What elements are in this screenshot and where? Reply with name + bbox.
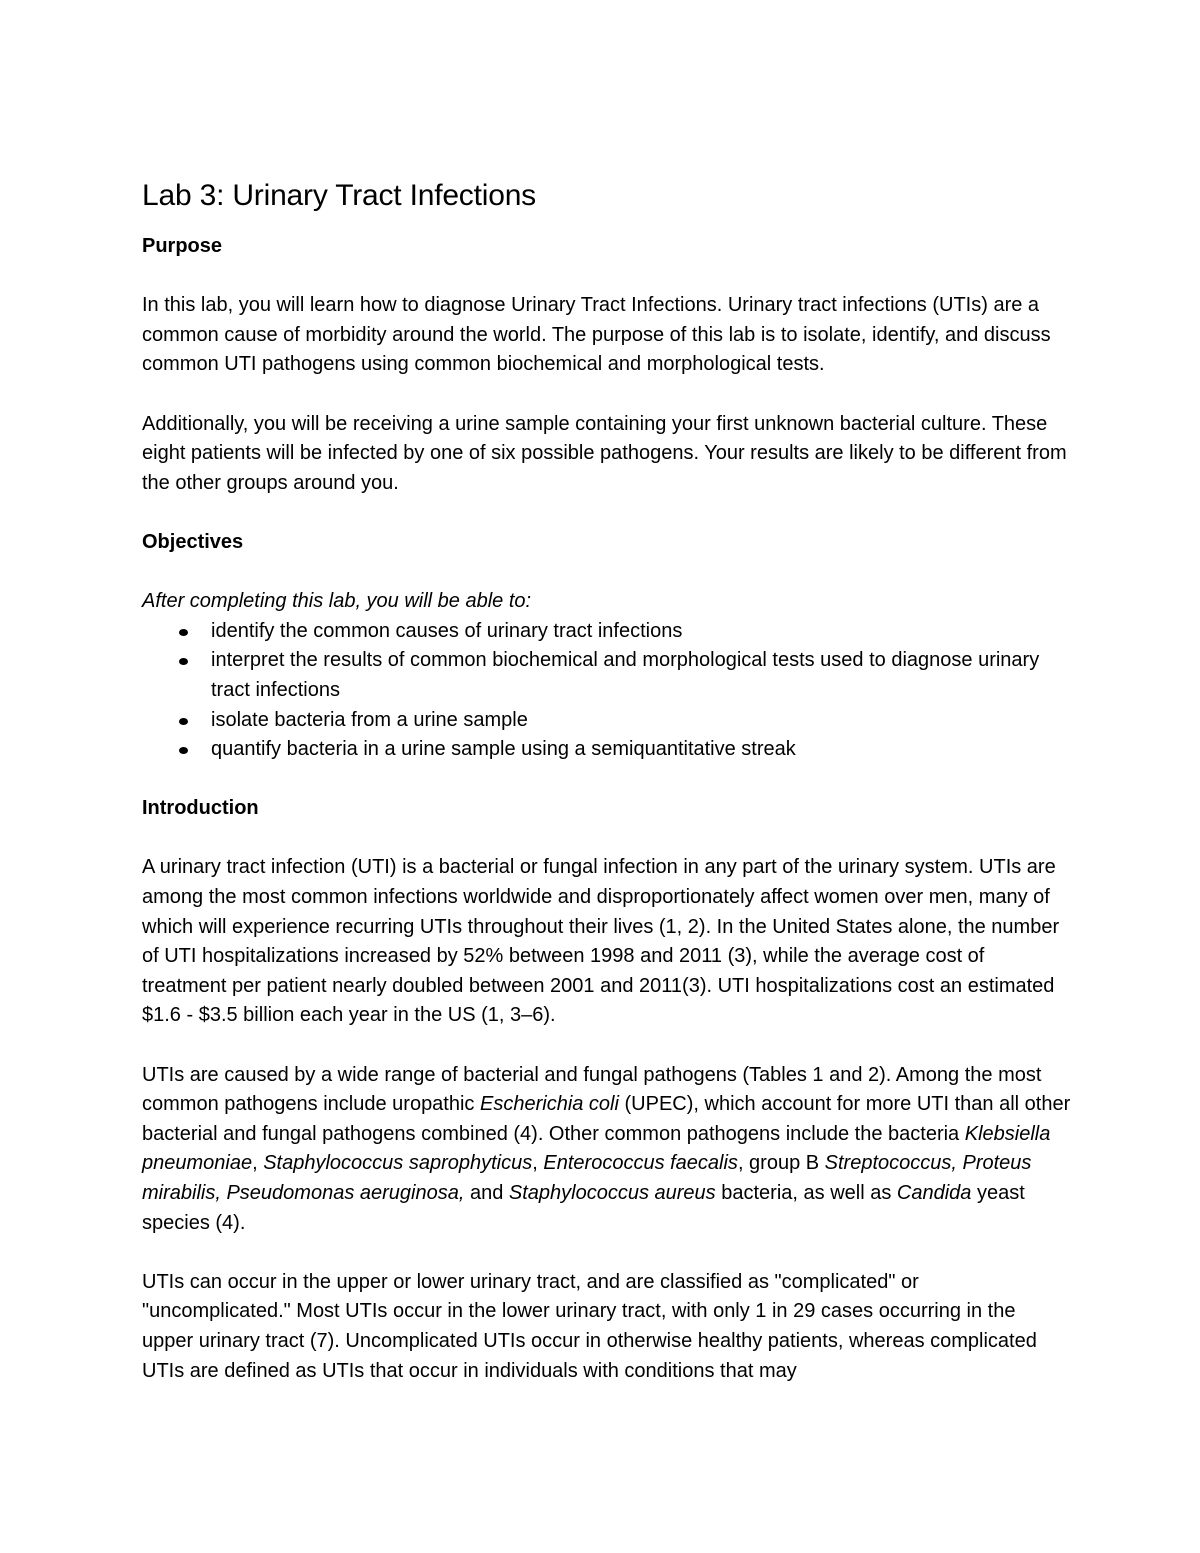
text-run: yeast species (4).	[142, 1182, 1025, 1234]
species-name: Klebsiella pneumoniae	[142, 1122, 1051, 1175]
introduction-paragraph-3: UTIs can occur in the upper or lower urinary tract, and are classified as "complicated" or "uncomplicated." Most UTIs occur in the lower urinary tract, with only 1 in 29 cases occurring in the upper urinary tract (7). Uncomplicated UTIs occur in otherwise healthy patients, whereas complicated UTIs are defined as UTIs that occur in individuals with conditions that may	[142, 1270, 1037, 1382]
text-run: ,	[252, 1152, 264, 1175]
purpose-heading: Purpose	[142, 235, 223, 257]
species-name: Enterococcus faecalis	[543, 1152, 738, 1175]
spacer	[142, 1238, 1072, 1268]
purpose-section	[142, 232, 1072, 498]
species-name: Staphylococcus saprophyticus	[263, 1152, 533, 1175]
spacer	[142, 498, 1072, 528]
text-run: and	[464, 1182, 509, 1204]
spacer	[142, 558, 1072, 588]
species-name: Streptococcus, Proteus mirabilis, Pseudomonas aeruginosa,	[142, 1152, 1032, 1204]
spacer	[142, 380, 1072, 410]
species-name: Candida	[896, 1182, 972, 1204]
purpose-paragraph-1: In this lab, you will learn how to diagnose Urinary Tract Infections. Urinary tract infections (UTIs) are a common cause of morbidity around the world. The purpose of this lab is to isolate, identify, and discuss common UTI pathogens using common biochemical and morphological tests.	[142, 294, 1051, 376]
objectives-list	[142, 617, 1072, 765]
purpose-paragraph-2: Additionally, you will be receiving a urine sample containing your first unknown bacterial culture. These eight patients will be infected by one of six possible pathogens. Your results are likely to be different from the other groups around you.	[142, 412, 1067, 494]
list-item	[142, 646, 1072, 705]
objectives-section	[142, 528, 1072, 765]
spacer	[142, 824, 1072, 854]
document-page	[142, 178, 1072, 1386]
text-run: ,	[532, 1152, 544, 1175]
text-run: bacteria, as well as	[715, 1182, 897, 1204]
list-item-text: isolate bacteria from a urine sample	[211, 708, 528, 731]
spacer	[142, 1031, 1072, 1061]
bullet-icon	[179, 718, 188, 725]
species-name: Staphylococcus aureus	[508, 1182, 716, 1204]
introduction-section	[142, 794, 1072, 1386]
list-item	[142, 617, 1072, 647]
spacer	[142, 765, 1072, 795]
text-run: (UPEC), which account for more UTI than all other bacterial and fungal pathogens combined (4). Other common pathogens include the bacteria	[142, 1093, 1071, 1145]
bullet-icon	[179, 747, 188, 754]
list-item-text: identify the common causes of urinary tract infections	[211, 619, 683, 642]
spacer	[142, 262, 1072, 292]
objectives-heading: Objectives	[142, 530, 244, 553]
introduction-paragraph-2	[142, 1061, 1072, 1239]
objectives-lead: After completing this lab, you will be able to:	[142, 590, 532, 613]
list-item	[142, 706, 1072, 736]
introduction-paragraph-1: A urinary tract infection (UTI) is a bacterial or fungal infection in any part of the urinary system. UTIs are among the most common infections worldwide and disproportionately affect women over men, many of which will experience recurring UTIs throughout their lives (1, 2). In the United States alone, the number of UTI hospitalizations increased by 52% between 1998 and 2011 (3), while the average cost of treatment per patient nearly doubled between 2001 and 2011(3). UTI hospitalizations cost an estimated $1.6 - $3.5 billion each year in the US (1, 3–6).	[142, 856, 1060, 1027]
bullet-icon	[179, 658, 188, 665]
page-title: Lab 3: Urinary Tract Infections	[142, 179, 536, 212]
list-item	[142, 735, 1072, 765]
text-run: UTIs are caused by a wide range of bacterial and fungal pathogens (Tables 1 and 2). Among the most common pathogens include uropathic	[142, 1063, 1042, 1116]
list-item-text: interpret the results of common biochemical and morphological tests used to diagnose urinary tract infections	[211, 649, 1040, 701]
list-item-text: quantify bacteria in a urine sample using a semiquantitative streak	[211, 738, 796, 761]
text-run: , group B	[737, 1152, 825, 1175]
bullet-icon	[179, 629, 188, 636]
species-name: Escherichia coli	[480, 1093, 619, 1116]
introduction-heading: Introduction	[142, 797, 259, 820]
